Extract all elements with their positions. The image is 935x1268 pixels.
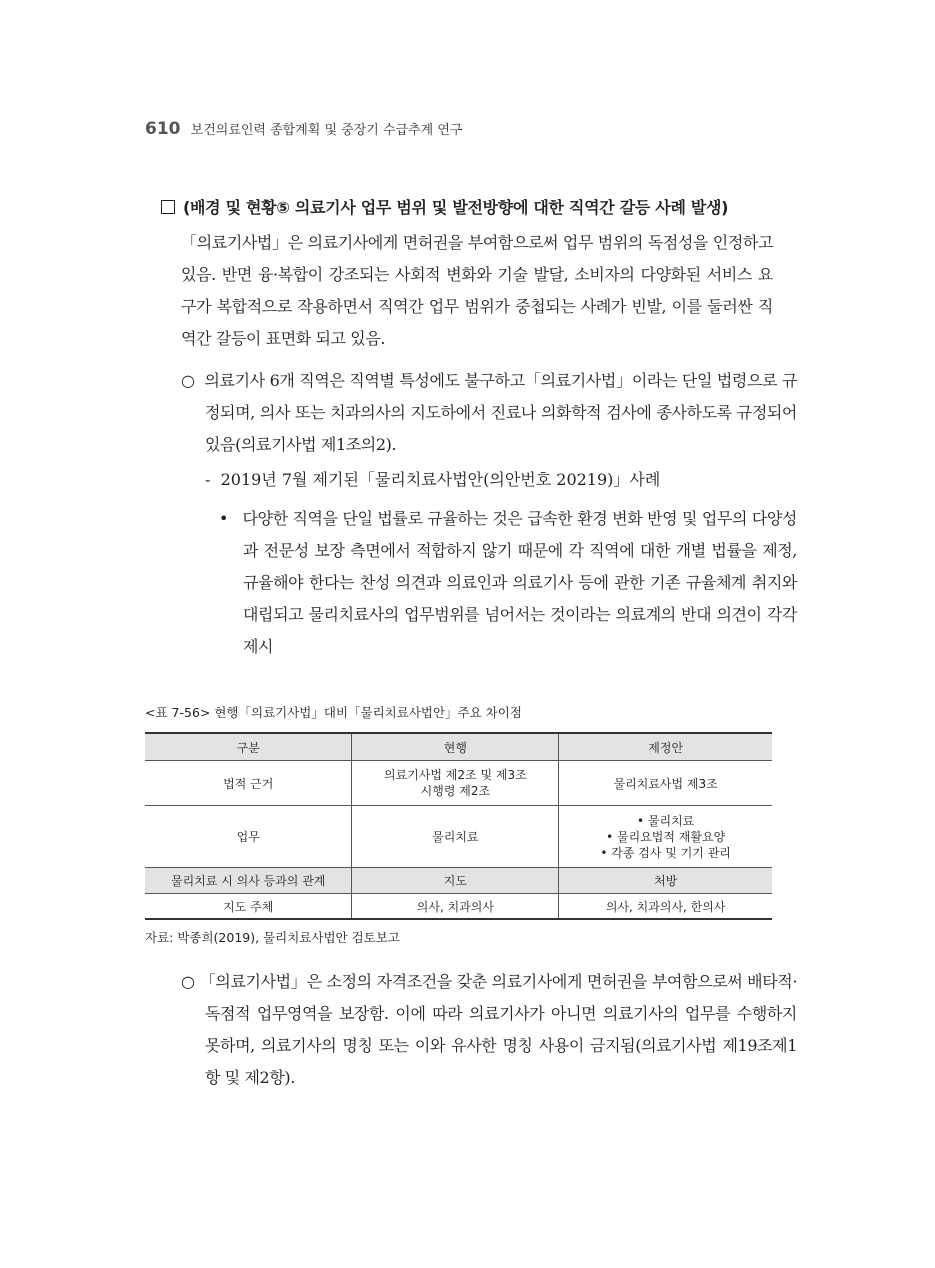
table-row (145, 894, 772, 920)
row-current (352, 761, 559, 806)
table-row (145, 868, 772, 894)
row-proposed: 처방 (559, 868, 772, 894)
dot-item (219, 503, 797, 663)
comparison-table (145, 732, 772, 920)
table-header-current: 현행 (352, 733, 559, 761)
row-label: 법적 근거 (145, 761, 352, 806)
row-label: 물리치료 시 의사 등과의 관계 (145, 868, 352, 894)
dash-bullet-icon: - (205, 470, 211, 489)
row-current: 의사, 치과의사 (352, 894, 559, 920)
row-proposed: 의사, 치과의사, 한의사 (559, 894, 772, 920)
dot-bullet-icon: • (219, 509, 229, 528)
row-label: 지도 주체 (145, 894, 352, 920)
row-label: 업무 (145, 806, 352, 868)
row-proposed (559, 806, 772, 868)
row-current-line: 의료기사법 제2조 및 제3조 (384, 768, 527, 782)
table-row (145, 806, 772, 868)
row-current: 물리치료 (352, 806, 559, 868)
bullet-circle-2-text: 「의료기사법」은 소정의 자격조건을 갖춘 의료기사에게 면허권을 부여함으로써 배타적·독점적 업무영역을 보장함. 이에 따라 의료기사가 아니면 의료기사의 업무를 수행하지 못하며, 의료기사의 명칭 또는 이와 유사한 명칭 사용이 금지됨(의료기사법 제19조제1항 및 제2항). (199, 972, 798, 1087)
proposed-item: • 물리요법적 재활요양 (606, 829, 726, 844)
section-heading-text: (배경 및 현황⑤ 의료기사 업무 범위 및 발전방향에 대한 직역간 갈등 사례 발생) (183, 198, 729, 217)
row-current-line: 시행령 제2조 (420, 784, 491, 798)
table-source: 자료: 박종희(2019), 물리치료사법안 검토보고 (145, 930, 400, 945)
running-header (145, 119, 462, 139)
section-heading (161, 195, 773, 218)
table-header-category: 구분 (145, 733, 352, 761)
proposed-item: • 물리치료 (637, 813, 695, 828)
section-intro: 「의료기사법」은 의료기사에게 면허권을 부여함으로써 업무 범위의 독점성을 인정하고 있음. 반면 융·복합이 강조되는 사회적 변화와 기술 발달, 소비자의 다양화된 서비스 요구가 복합적으로 작용하면서 직역간 업무 범위가 중첩되는 사례가 빈발, 이를 둘러싼 직역간 갈등이 표면화 되고 있음. (181, 233, 773, 348)
running-title: 보건의료인력 종합계획 및 중장기 수급추계 연구 (190, 123, 463, 138)
bullet-circle-1-text: 의료기사 6개 직역은 직역별 특성에도 불구하고「의료기사법」이라는 단일 법령으로 규정되며, 의사 또는 치과의사의 지도하에서 진료나 의화학적 검사에 종사하도록 규정되어 있음(의료기사법 제1조의2). (204, 371, 798, 454)
page-number: 610 (145, 119, 181, 139)
table-row (145, 761, 772, 806)
dash-item-text: 2019년 7월 제기된「물리치료사법안(의안번호 20219)」사례 (220, 470, 661, 489)
table-caption: <표 7-56> 현행「의료기사법」대비「물리치료사법안」주요 차이점 (145, 705, 522, 720)
checkbox-square-icon (161, 200, 175, 214)
row-current: 지도 (352, 868, 559, 894)
dot-item-text: 다양한 직역을 단일 법률로 규율하는 것은 급속한 환경 변화 반영 및 업무의 다양성과 전문성 보장 측면에서 적합하지 않기 때문에 각 직역에 대한 개별 법률을 제정, 규율해야 한다는 찬성 의견과 의료인과 의료기사 등에 관한 기존 규율체계 취지와 대립되고 물리치료사의 업무범위를 넘어서는 것이라는 의료계의 반대 의견이 각각 제시 (242, 509, 797, 656)
bullet-circle-2 (181, 966, 797, 1094)
circle-bullet-icon: ○ (181, 972, 195, 991)
table-header-proposed: 제정안 (559, 733, 772, 761)
proposed-item: • 각종 검사 및 기기 관리 (600, 845, 731, 860)
dash-item (205, 464, 773, 496)
row-proposed: 물리치료사법 제3조 (559, 761, 772, 806)
circle-bullet-icon: ○ (181, 371, 195, 390)
bullet-circle-1 (181, 365, 797, 461)
